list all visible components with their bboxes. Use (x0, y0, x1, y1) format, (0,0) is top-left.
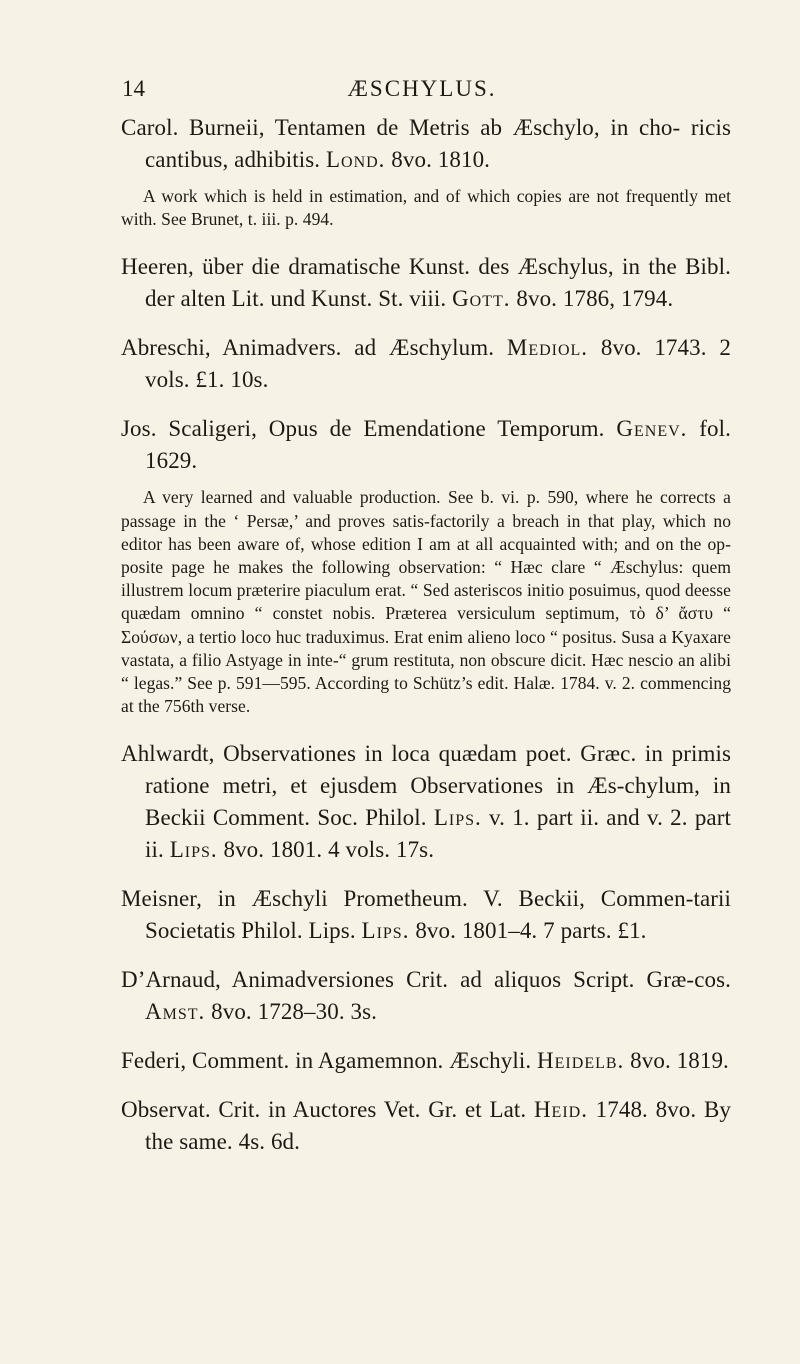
entry-scaliger-note: A very learned and valuable production. See b. vi. p. 590, where he corrects a passage in the ‘ Persæ,’ and proves satis-factorily a breach in that play, which no editor has been aware of, whose edition I am at all acquainted with; and on the op-posite page he makes the following observation: “ Hæc clare “ Æschylus: quem illustrem locum præterire piaculum erat. “ Sed asteriscos initio posuimus, quod deesse quædam omnino “ constet nobis. Præterea versiculum septimum, τὸ δ’ ἄστυ “ Σούσων, a tertio loco huc traduximus. Erat enim alieno loco “ positus. Susa a Kyaxare vastata, a filio Astyage in inte-“ grum restituta, non obscure dicit. Hæc nescio an alibi “ legas.” See p. 591—595. According to Schütz’s edit. Halæ. 1784. v. 2. commencing at the 756th verse. (121, 487, 731, 717)
entry-burney-note: A work which is held in estimation, and of which copies are not frequently met with. See Brunet, t. iii. p. 494. (121, 186, 731, 230)
entry-text: 8vo. 1810. (385, 147, 491, 172)
entry-text: 8vo. 1819. (624, 1048, 729, 1074)
entry-text: 8vo. 1801–4. 7 parts. £1. (409, 918, 647, 944)
entry-text: v. 1. part ii. and v. 2. part ii. (145, 805, 731, 863)
entry-text: Heeren, über die dramatische Kunst. des Æschylus, in the Bibl. der alten Lit. und Kunst. St. viii. (121, 254, 731, 312)
entry-heeren-title (121, 251, 731, 315)
entry-text: fol. 1629. (145, 416, 731, 474)
entry-text: 8vo. 1743. 2 vols. £1. 10s. (145, 335, 731, 393)
entry-federi-title (121, 1045, 731, 1077)
imprint-place: Lips. (169, 837, 218, 863)
entry-text: ricis cantibus, adhibitis. (145, 115, 731, 172)
entry-text: Observat. Crit. in Auctores Vet. Gr. et Lat. (121, 1097, 534, 1123)
entry-text: Carol. Burneii, Tentamen de Metris ab Æschylo, in cho- (121, 115, 681, 140)
entry-abreschi-title (121, 332, 731, 396)
entry-text: 8vo. 1786, 1794. (510, 286, 674, 312)
imprint-place: Lips. (433, 805, 482, 831)
entry-text: 8vo. 1728–30. 3s. (205, 999, 378, 1025)
running-head (122, 76, 722, 106)
entry-text: Jos. Scaligeri, Opus de Emendatione Temporum. (121, 416, 617, 442)
entry-text: Federi, Comment. in Agamemnon. Æschyli. (121, 1048, 538, 1074)
imprint-place: Heidelb. (537, 1048, 625, 1074)
imprint-place: Amst. (145, 999, 206, 1025)
running-title: ÆSCHYLUS. (347, 76, 497, 101)
page-number: 14 (122, 76, 145, 101)
entry-text: Abreschi, Animadvers. ad Æschylum. (121, 335, 507, 361)
imprint-place: Gott. (452, 286, 511, 312)
entry-scaliger-title (121, 413, 731, 477)
imprint-place: Genev. (616, 416, 688, 442)
entry-meisner-title (121, 883, 731, 947)
entry-text: 1748. 8vo. By the same. 4s. 6d. (145, 1097, 731, 1155)
imprint-place: Lond. (325, 147, 386, 172)
entry-burney-title (121, 112, 731, 176)
imprint-place: Heid. (533, 1097, 588, 1123)
entry-text: D’Arnaud, Animadversiones Crit. ad aliquos Script. Græ-cos. (121, 967, 731, 993)
entry-text: Ahlwardt, Observationes in loca quædam poet. Græc. in primis ratione metri, et ejusdem Observationes in Æs-chylum, in Beckii Comment. Soc. Philol. (121, 741, 731, 831)
entry-ahlwardt-title (121, 738, 731, 866)
imprint-place: Mediol. (506, 335, 589, 361)
bibliography-list (121, 112, 731, 1175)
imprint-place: Lips. (361, 918, 410, 944)
entry-text: 8vo. 1801. 4 vols. 17s. (217, 837, 435, 863)
entry-text: Meisner, in Æschyli Prometheum. V. Beckii, Commen-tarii Societatis Philol. Lips. (121, 886, 731, 944)
entry-observat-title (121, 1094, 731, 1158)
entry-darnaud-title (121, 964, 731, 1028)
